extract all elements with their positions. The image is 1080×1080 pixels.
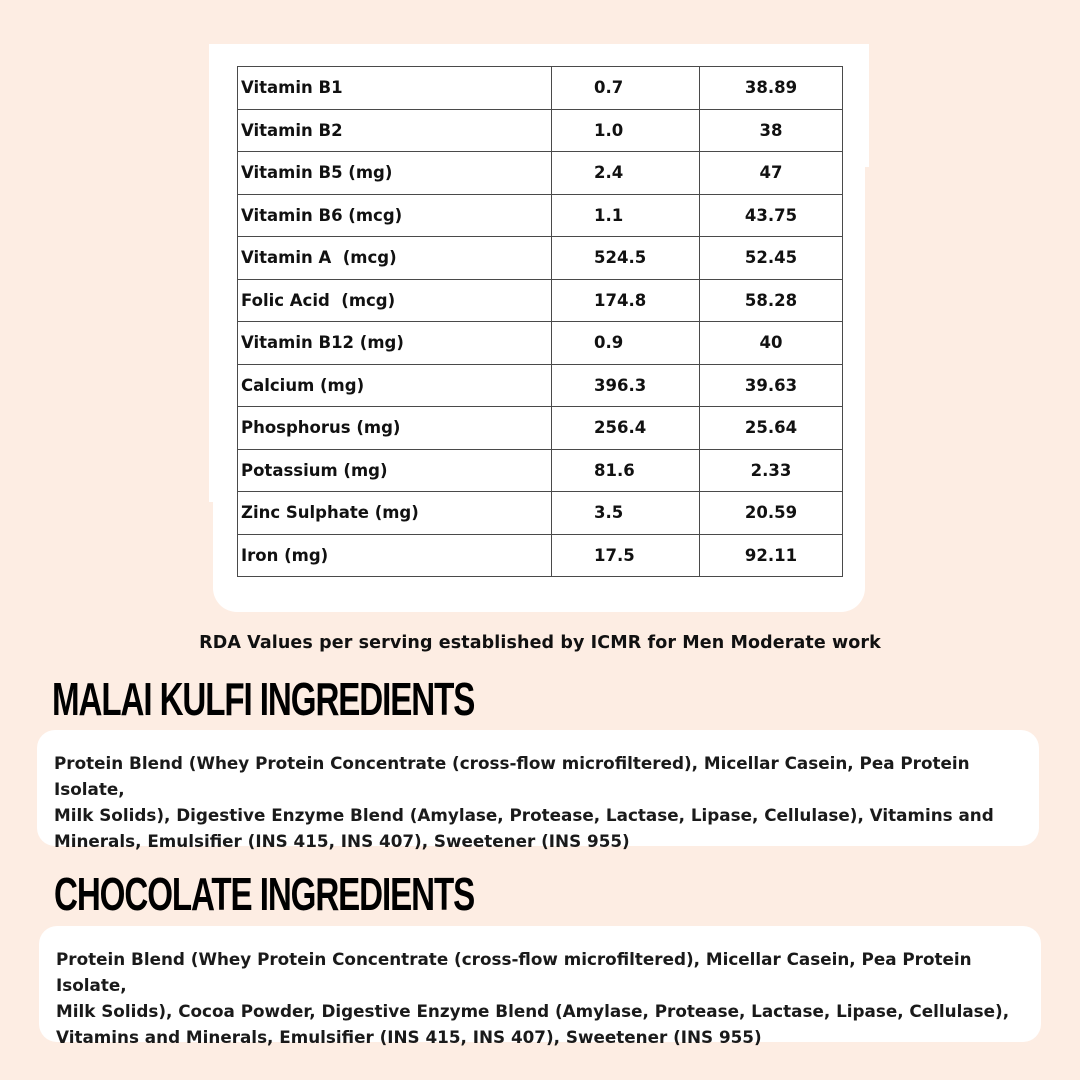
rda-percent-cell: 52.45 bbox=[700, 237, 843, 280]
ingredients-line: Minerals, Emulsifier (INS 415, INS 407), Sweetener (INS 955) bbox=[54, 831, 630, 851]
amount-cell: 396.3 bbox=[552, 364, 700, 407]
nutrient-name-cell: Folic Acid (mcg) bbox=[238, 279, 552, 322]
rda-percent-cell: 20.59 bbox=[700, 492, 843, 535]
amount-cell: 0.7 bbox=[552, 67, 700, 110]
ingredients-line: Protein Blend (Whey Protein Concentrate (cross-flow microfiltered), Micellar Casein, Pea Protein Isolate, bbox=[54, 753, 970, 799]
rda-percent-cell: 47 bbox=[700, 152, 843, 195]
amount-cell: 0.9 bbox=[552, 322, 700, 365]
table-row bbox=[238, 67, 843, 110]
table-row bbox=[238, 322, 843, 365]
table-row bbox=[238, 534, 843, 577]
amount-cell: 1.1 bbox=[552, 194, 700, 237]
rda-percent-cell: 38.89 bbox=[700, 67, 843, 110]
nutrient-name-cell: Zinc Sulphate (mg) bbox=[238, 492, 552, 535]
amount-cell: 3.5 bbox=[552, 492, 700, 535]
table-row bbox=[238, 364, 843, 407]
amount-cell: 17.5 bbox=[552, 534, 700, 577]
amount-cell: 174.8 bbox=[552, 279, 700, 322]
nutrient-name-cell: Phosphorus (mg) bbox=[238, 407, 552, 450]
amount-cell: 256.4 bbox=[552, 407, 700, 450]
table-row bbox=[238, 152, 843, 195]
rda-percent-cell: 39.63 bbox=[700, 364, 843, 407]
nutrient-name-cell: Vitamin B6 (mcg) bbox=[238, 194, 552, 237]
ingredients-line: Milk Solids), Digestive Enzyme Blend (Amylase, Protease, Lactase, Lipase, Cellulase), Vitamins and bbox=[54, 805, 994, 825]
malai-kulfi-ingredients-card bbox=[37, 730, 1039, 851]
nutrient-name-cell: Iron (mg) bbox=[238, 534, 552, 577]
amount-cell: 524.5 bbox=[552, 237, 700, 280]
nutrition-table bbox=[237, 66, 843, 577]
rda-percent-cell: 58.28 bbox=[700, 279, 843, 322]
amount-cell: 81.6 bbox=[552, 449, 700, 492]
nutrient-name-cell: Calcium (mg) bbox=[238, 364, 552, 407]
rda-caption: RDA Values per serving established by ICMR for Men Moderate work bbox=[199, 633, 881, 653]
ingredients-line: Vitamins and Minerals, Emulsifier (INS 415, INS 407), Sweetener (INS 955) bbox=[56, 1027, 762, 1047]
malai-kulfi-heading: MALAI KULFI INGREDIENTS bbox=[52, 673, 475, 725]
chocolate-ingredients-card bbox=[39, 926, 1041, 1047]
rda-percent-cell: 43.75 bbox=[700, 194, 843, 237]
rda-percent-cell: 92.11 bbox=[700, 534, 843, 577]
nutrient-name-cell: Vitamin B12 (mg) bbox=[238, 322, 552, 365]
nutrient-name-cell: Vitamin B2 bbox=[238, 109, 552, 152]
table-row bbox=[238, 279, 843, 322]
chocolate-heading: CHOCOLATE INGREDIENTS bbox=[54, 868, 475, 920]
table-row bbox=[238, 492, 843, 535]
rda-percent-cell: 2.33 bbox=[700, 449, 843, 492]
amount-cell: 2.4 bbox=[552, 152, 700, 195]
rda-percent-cell: 25.64 bbox=[700, 407, 843, 450]
table-row bbox=[238, 449, 843, 492]
rda-percent-cell: 40 bbox=[700, 322, 843, 365]
table-row bbox=[238, 237, 843, 280]
ingredients-line: Milk Solids), Cocoa Powder, Digestive Enzyme Blend (Amylase, Protease, Lactase, Lipase, Cellulase), bbox=[56, 1001, 1010, 1021]
rda-percent-cell: 38 bbox=[700, 109, 843, 152]
nutrient-name-cell: Vitamin B1 bbox=[238, 67, 552, 110]
table-row bbox=[238, 194, 843, 237]
table-row bbox=[238, 407, 843, 450]
nutrient-name-cell: Vitamin B5 (mg) bbox=[238, 152, 552, 195]
table-row bbox=[238, 109, 843, 152]
nutrient-name-cell: Vitamin A (mcg) bbox=[238, 237, 552, 280]
nutrient-name-cell: Potassium (mg) bbox=[238, 449, 552, 492]
amount-cell: 1.0 bbox=[552, 109, 700, 152]
ingredients-line: Protein Blend (Whey Protein Concentrate (cross-flow microfiltered), Micellar Casein, Pea Protein Isolate, bbox=[56, 949, 972, 995]
